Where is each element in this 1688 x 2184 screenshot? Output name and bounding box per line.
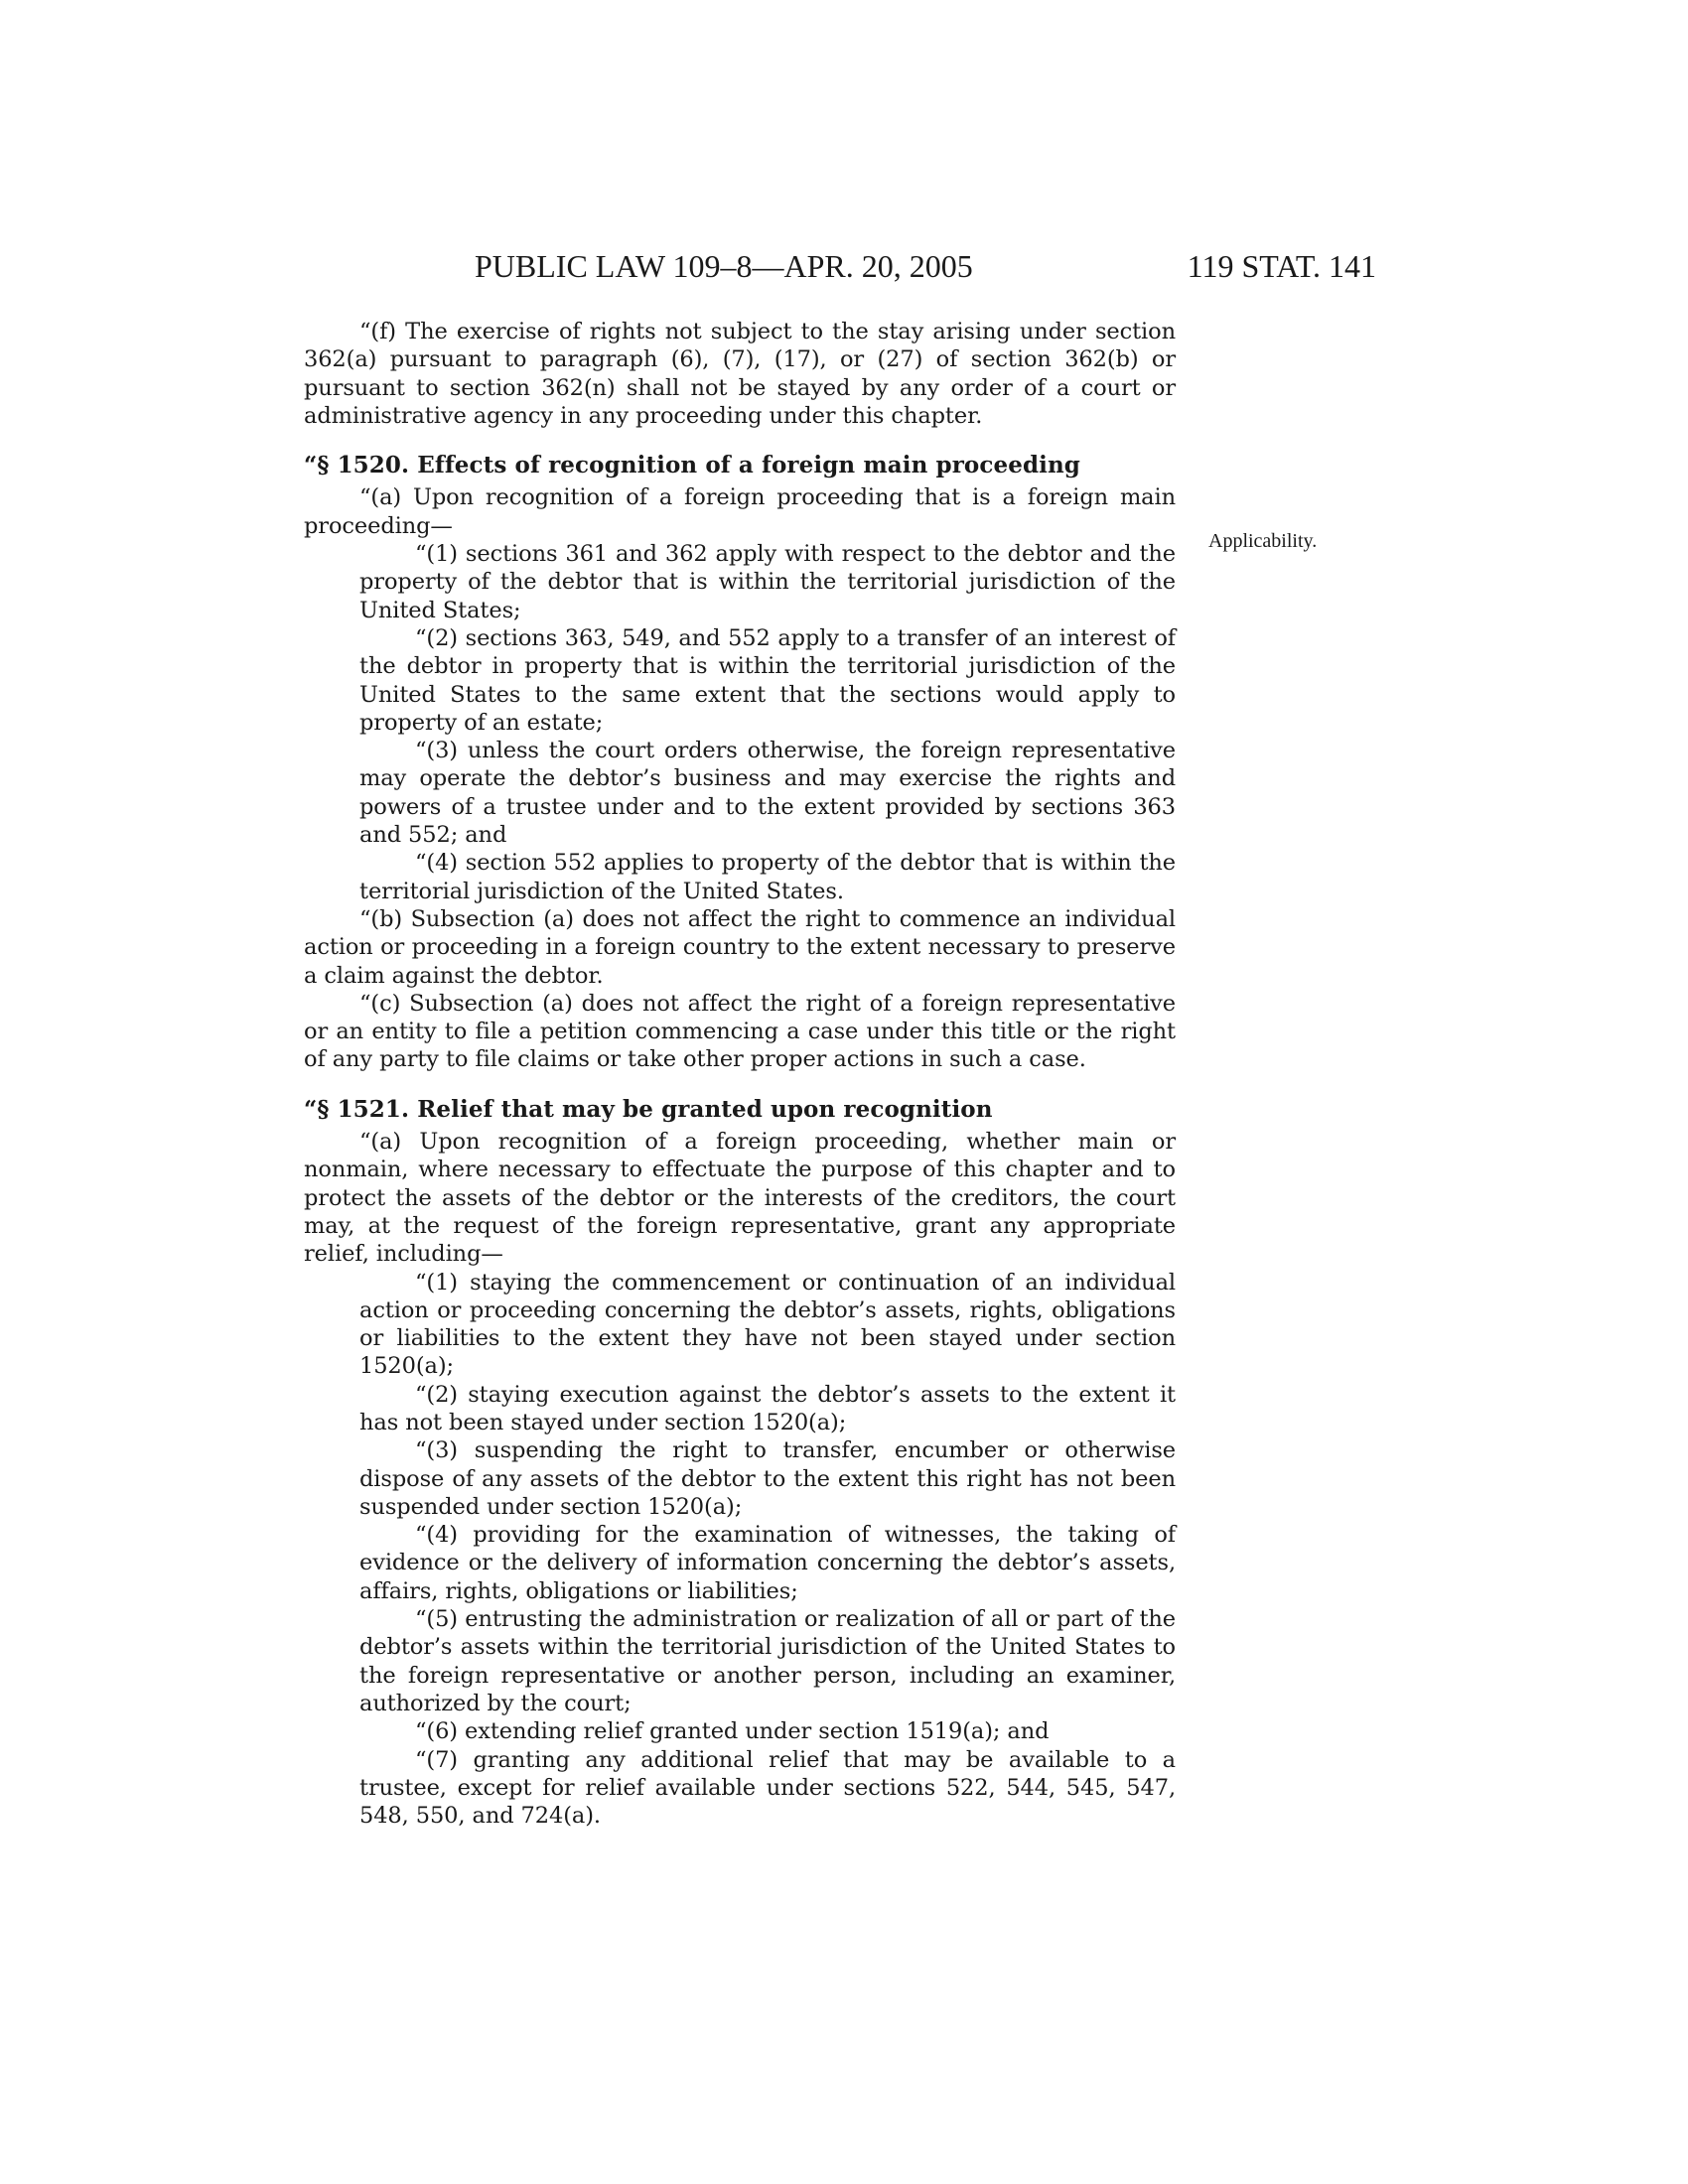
section-1521-a: “(a) Upon recognition of a foreign proceeding, whether main or nonmain, where necessary to effectuate the purpose of this chapter and to protect the assets of the debtor or the interests of the creditors, the court may, at the request of the foreign representative, grant any appropriate relief, including—: [304, 1129, 1176, 1268]
body-text: [304, 318, 1176, 1830]
section-1520-a3: “(3) unless the court orders otherwise, the foreign representative may operate the debtor’s business and may exercise the rights and powers of a trustee under and to the extent provided by sections 363 and 552; and: [359, 738, 1176, 849]
section-1520-a1: “(1) sections 361 and 362 apply with respect to the debtor and the property of the debtor that is within the territorial jurisdiction of the United States;: [359, 541, 1176, 623]
section-1521-heading: “§ 1521. Relief that may be granted upon recognition: [304, 1095, 993, 1123]
section-1521-a6: “(6) extending relief granted under section 1519(a); and: [415, 1718, 1050, 1745]
running-head: PUBLIC LAW 109–8—APR. 20, 2005: [475, 248, 973, 284]
section-1521-a7: “(7) granting any additional relief that may be available to a trustee, except for relief available under sections 522, 544, 545, 547, 548, 550, and 724(a).: [359, 1746, 1176, 1830]
page-number: 119 STAT. 141: [1187, 248, 1376, 284]
margin-note-applicability: Applicability.: [1208, 530, 1318, 552]
section-1521-a4: “(4) providing for the examination of witnesses, the taking of evidence or the delivery of information concerning the debtor’s assets, affairs, rights, obligations or liabilities;: [359, 1522, 1176, 1604]
section-1520-a4: “(4) section 552 applies to property of the debtor that is within the territorial jurisdiction of the United States.: [359, 850, 1176, 904]
section-1520-b: “(b) Subsection (a) does not affect the right to commence an individual action or proceeding in a foreign country to the extent necessary to preserve a claim against the debtor.: [304, 905, 1176, 989]
page-header: [475, 246, 1376, 286]
paragraph-f: “(f) The exercise of rights not subject to the stay arising under section 362(a) pursuant to paragraph (6), (7), (17), or (27) of section 362(b) or pursuant to section 362(n) shall not be stayed by any order of a court or administrative agency in any proceeding under this chapter.: [304, 319, 1176, 429]
section-1520-a2: “(2) sections 363, 549, and 552 apply to a transfer of an interest of the debtor in property that is within the territorial jurisdiction of the United States to the same extent that the sections would apply to property of an estate;: [359, 624, 1176, 736]
section-1520-heading: “§ 1520. Effects of recognition of a foreign main proceeding: [304, 452, 1080, 479]
section-1520-a: “(a) Upon recognition of a foreign proceeding that is a foreign main proceeding—: [304, 484, 1176, 539]
section-1521-a1: “(1) staying the commencement or continuation of an individual action or proceeding concerning the debtor’s assets, rights, obligations or liabilities to the extent they have not been stayed under section 1520(a);: [359, 1269, 1176, 1380]
section-1520-c: “(c) Subsection (a) does not affect the right of a foreign representative or an entity to file a petition commencing a case under this title or the right of any party to file claims or take other proper actions in such a case.: [304, 990, 1176, 1073]
section-1521-a3: “(3) suspending the right to transfer, encumber or otherwise dispose of any assets of the debtor to the extent this right has not been suspended under section 1520(a);: [359, 1437, 1176, 1520]
section-1521-a2: “(2) staying execution against the debtor’s assets to the extent it has not been stayed under section 1520(a);: [359, 1381, 1176, 1435]
section-1521-a5: “(5) entrusting the administration or realization of all or part of the debtor’s assets within the territorial jurisdiction of the United States to the foreign representative or another person, including an examiner, authorized by the court;: [359, 1606, 1176, 1716]
